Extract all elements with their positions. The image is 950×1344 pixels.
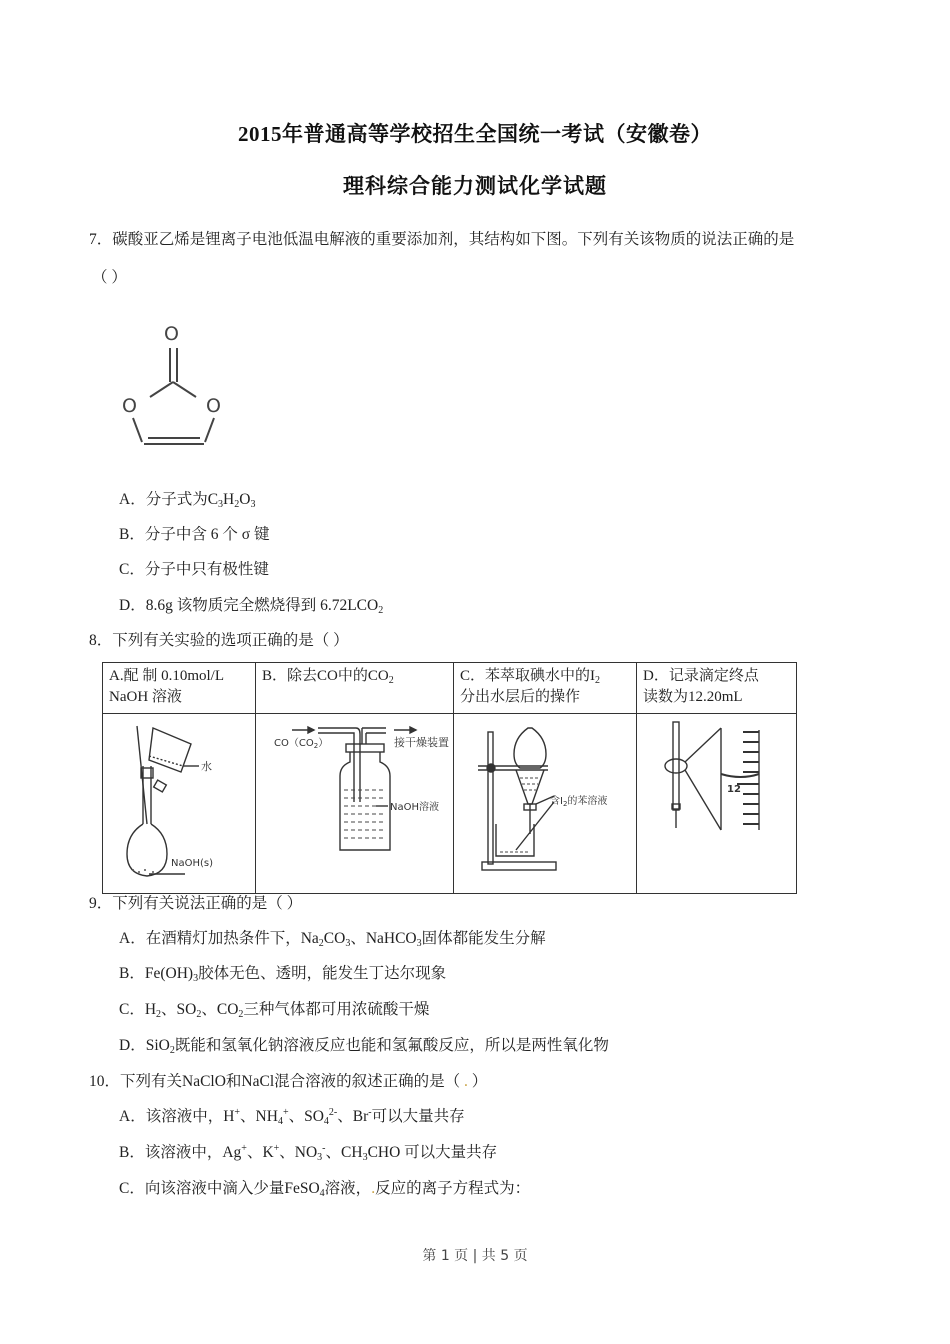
svg-text:NaOH(s): NaOH(s): [171, 858, 214, 869]
burette-reading-diagram: [637, 714, 796, 886]
figure-cell-b: [256, 714, 454, 894]
dot-mark: .: [460, 1073, 472, 1090]
experiment-table: [102, 662, 797, 894]
separatory-funnel-diagram: [454, 714, 636, 886]
page-footer: 第 1 页 | 共 5 页: [422, 1248, 528, 1264]
table-header-a[interactable]: A.配 制 0.10mol/L NaOH 溶液: [103, 663, 256, 714]
svg-text:NaOH溶液: NaOH溶液: [390, 802, 439, 813]
question-text: 下列有关说法正确的是（ ）: [112, 895, 303, 912]
table-header-c[interactable]: C．苯萃取碘水中的$I_2$ 分出水层后的操作: [454, 663, 637, 714]
option-10a[interactable]: A．该溶液中，H+、$NH_4^+$、$SO_4^{2-}$、Br-可以大量共存: [119, 1107, 465, 1127]
answer-blank: （ ）: [92, 269, 127, 286]
atom-o-left: O: [122, 395, 137, 417]
question-text: 下列有关实验的选项正确的是（ ）: [112, 632, 349, 649]
atom-o-right: O: [206, 395, 221, 417]
volumetric-flask-diagram: [103, 714, 255, 886]
atom-o-carbonyl: O: [164, 323, 179, 345]
figure-cell-d: [637, 714, 797, 894]
question-10-stem: 10．下列有关NaClO和NaCl混合溶液的叙述正确的是（ . ）: [89, 1073, 488, 1090]
svg-text:含I2的苯溶液: 含$I_2$的苯溶液: [550, 796, 608, 808]
vinylene-carbonate-structure: [100, 300, 270, 460]
question-number: 9．: [89, 895, 113, 912]
option-7b[interactable]: B．分子中含 6 个 σ 键: [119, 526, 270, 543]
question-8-stem: [89, 630, 349, 652]
figure-cell-c: [454, 714, 637, 894]
option-10c[interactable]: C．向该溶液中滴入少量FeSO$_4$溶液，.反应的离子方程式为：: [119, 1180, 531, 1199]
svg-text:12: 12: [727, 784, 741, 795]
table-header-b[interactable]: B．除去CO中的$CO_2$: [256, 663, 454, 714]
exam-subtitle: 理科综合能力测试化学试题: [343, 174, 607, 198]
option-9c[interactable]: C．$H_2$、$SO_2$、$CO_2$三种气体都可用浓硫酸干燥: [119, 1001, 430, 1020]
option-9b[interactable]: B．$Fe(OH)_3$胶体无色、透明，能发生丁达尔现象: [119, 965, 447, 984]
question-9-stem: [89, 893, 302, 915]
svg-text:水: 水: [201, 760, 212, 773]
option-7c[interactable]: C．分子中只有极性键: [119, 561, 269, 578]
svg-text:CO（CO2）: $CO(CO_2)$: [274, 738, 329, 750]
option-9d[interactable]: D．SiO$_2$既能和氢氧化钠溶液反应也能和氢氟酸反应，所以是两性氧化物: [119, 1037, 609, 1056]
option-9a[interactable]: A．在酒精灯加热条件下，$Na_2CO_3$、NaHCO$_3$固体都能发生分解: [119, 930, 546, 949]
question-number: 8．: [89, 632, 113, 649]
table-header-d[interactable]: D．记录滴定终点 读数为12.20mL: [637, 663, 797, 714]
figure-cell-a: [103, 714, 256, 894]
svg-text:接干燥装置: 接干燥装置: [394, 736, 449, 749]
question-text: 碳酸亚乙烯是锂离子电池低温电解液的重要添加剂，其结构如下图。下列有关该物质的说法正确的是: [112, 231, 795, 248]
dot-mark: .: [371, 1180, 376, 1197]
option-10b[interactable]: B．该溶液中，Ag+、K+、$NO_3^-$、$CH_3CHO$ 可以大量共存: [119, 1143, 498, 1163]
option-7a[interactable]: A．分子式为$C_3H_2O_3$: [119, 491, 256, 510]
gas-washing-bottle-diagram: [256, 714, 453, 886]
question-number: 7．: [89, 231, 113, 248]
question-number: 10．: [89, 1073, 121, 1090]
exam-title: 2015年普通高等学校招生全国统一考试（安徽卷）: [238, 122, 712, 146]
question-7-stem: [89, 229, 794, 251]
option-7d[interactable]: D．8.6g 该物质完全燃烧得到 $6.72LCO_2$: [119, 597, 384, 616]
